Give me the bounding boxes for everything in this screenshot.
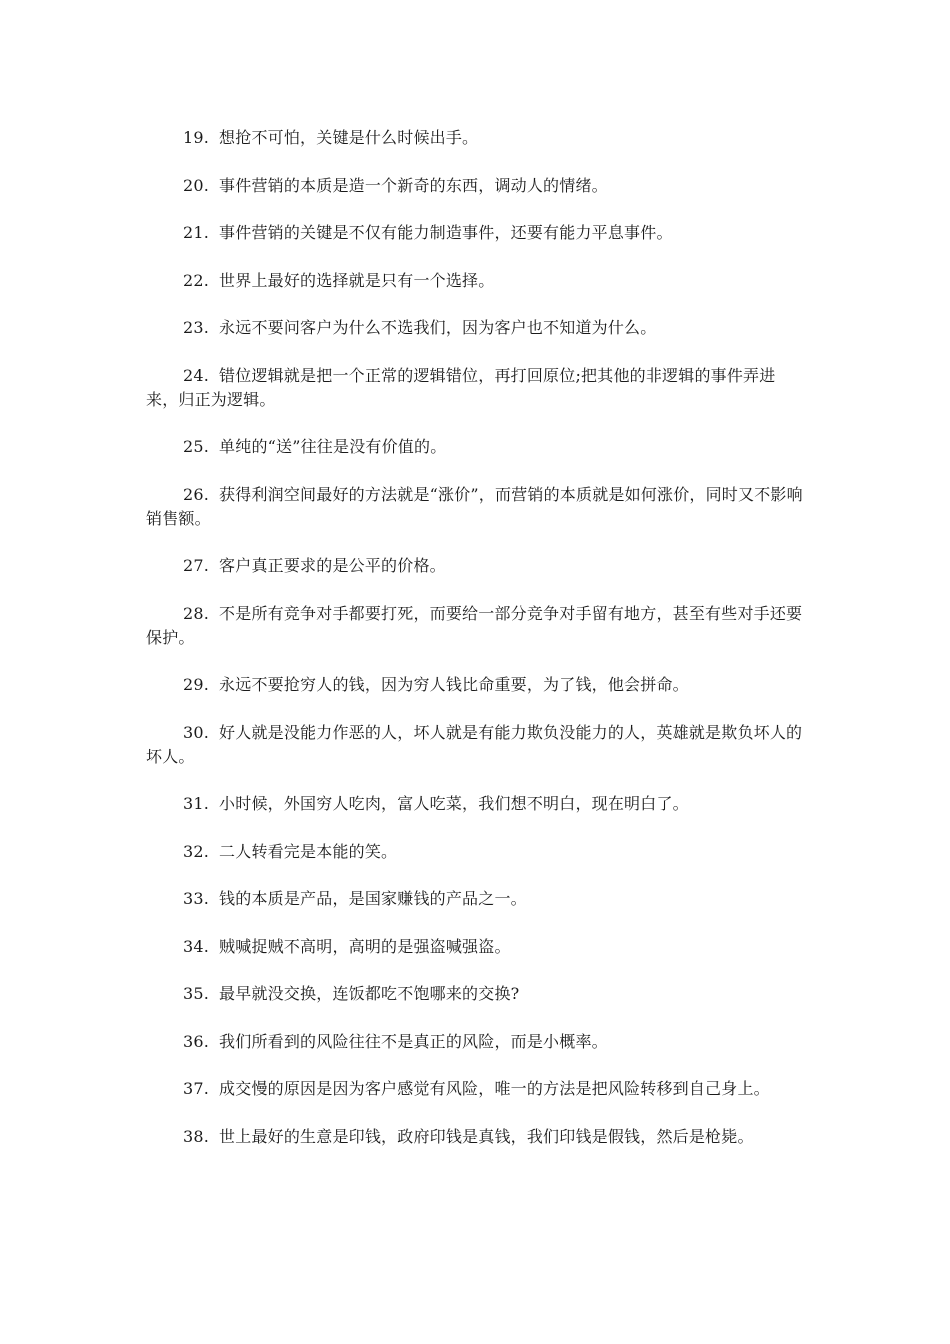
list-item [146,174,806,198]
item-number: 35. [183,984,210,1003]
list-item [146,483,806,531]
item-number: 20. [183,175,210,195]
item-number: 27. [183,556,210,575]
list-item [146,221,806,245]
list-item [146,364,806,412]
list-item [146,435,806,459]
item-text: 小时候，外国穷人吃肉，富人吃菜，我们想不明白，现在明白了。 [219,794,689,813]
list-item [146,721,806,769]
item-text: 客户真正要求的是公平的价格。 [219,556,446,575]
item-number: 29. [183,675,210,694]
item-number: 34. [183,936,210,956]
item-text: 世上最好的生意是印钱，政府印钱是真钱，我们印钱是假钱，然后是枪毙。 [219,1126,754,1146]
list-item [146,316,806,340]
item-number: 19. [183,128,210,147]
item-number: 28. [183,603,210,623]
item-text: 我们所看到的风险往往不是真正的风险，而是小概率。 [219,1031,608,1051]
numbered-list [146,126,806,1172]
list-item [146,935,806,959]
item-number: 24. [183,365,210,385]
item-number: 37. [183,1079,210,1098]
item-text: 错位逻辑就是把一个正常的逻辑错位，再打回原位;把其他的非逻辑的事件弄进来，归正为逻辑。 [146,365,776,409]
list-item [146,602,806,650]
list-item [146,554,806,578]
item-number: 25. [183,437,210,456]
item-number: 26. [183,484,210,504]
item-number: 32. [183,841,210,861]
item-text: 事件营销的本质是造一个新奇的东西，调动人的情绪。 [219,175,608,195]
item-number: 33. [183,889,210,908]
list-item [146,840,806,864]
item-text: 永远不要问客户为什么不选我们，因为客户也不知道为什么。 [219,318,657,337]
list-item [146,887,806,911]
item-number: 36. [183,1031,210,1051]
item-text: 获得利润空间最好的方法就是“涨价”，而营销的本质就是如何涨价，同时又不影响销售额。 [146,484,803,528]
item-text: 好人就是没能力作恶的人，坏人就是有能力欺负没能力的人，英雄就是欺负坏人的坏人。 [146,722,803,766]
list-item [146,673,806,697]
item-number: 31. [183,794,210,813]
item-text: 成交慢的原因是因为客户感觉有风险，唯一的方法是把风险转移到自己身上。 [219,1079,770,1098]
list-item [146,126,806,150]
item-text: 事件营销的关键是不仅有能力制造事件，还要有能力平息事件。 [219,223,673,242]
list-item [146,982,806,1006]
item-number: 23. [183,318,210,337]
item-text: 单纯的“送”往往是没有价值的。 [219,437,447,456]
item-number: 22. [183,270,210,290]
item-text: 钱的本质是产品，是国家赚钱的产品之一。 [219,889,527,908]
item-number: 38. [183,1126,210,1146]
item-number: 30. [183,722,210,742]
list-item [146,1030,806,1054]
item-text: 想抢不可怕，关键是什么时候出手。 [219,128,479,147]
item-text: 贼喊捉贼不高明，高明的是强盗喊强盗。 [219,936,511,956]
item-text: 永远不要抢穷人的钱，因为穷人钱比命重要，为了钱，他会拼命。 [219,675,689,694]
item-text: 不是所有竞争对手都要打死，而要给一部分竞争对手留有地方，甚至有些对手还要保护。 [146,603,803,647]
list-item [146,269,806,293]
item-text: 二人转看完是本能的笑。 [219,841,398,861]
item-number: 21. [183,223,210,242]
list-item [146,1125,806,1149]
list-item [146,792,806,816]
item-text: 最早就没交换，连饭都吃不饱哪来的交换? [219,984,520,1003]
item-text: 世界上最好的选择就是只有一个选择。 [219,270,495,290]
list-item [146,1077,806,1101]
